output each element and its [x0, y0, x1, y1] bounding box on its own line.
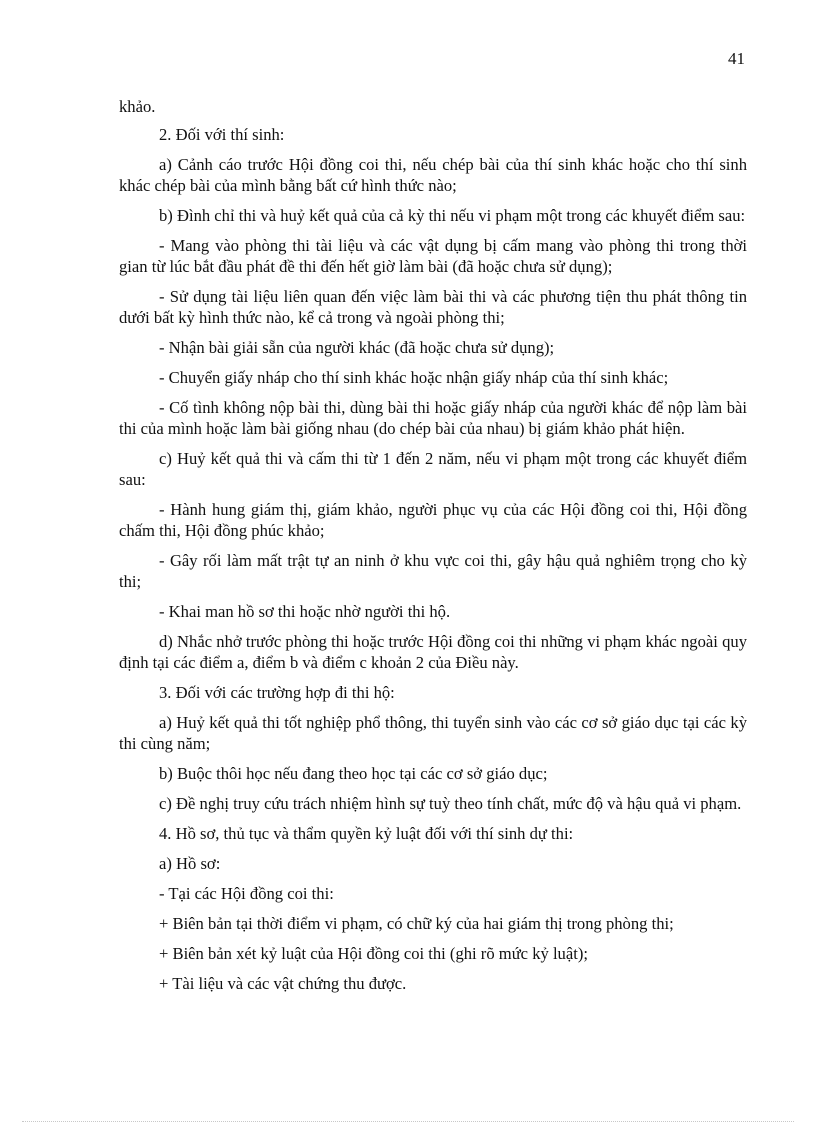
paragraph-continuation: khảo. — [119, 97, 156, 116]
list-item: - Cố tình không nộp bài thi, dùng bài thi hoặc giấy nháp của người khác để nộp làm bài thi của mình hoặc làm bài giống nhau (do chép bài của nhau) bị giám khảo phát hiện. — [119, 398, 747, 438]
paragraph-records-heading: a) Hồ sơ: — [159, 854, 221, 873]
list-item: - Tại các Hội đồng coi thi: — [159, 884, 334, 903]
list-item: - Sử dụng tài liệu liên quan đến việc làm bài thi và các phương tiện thu phát thông tin dưới bất kỳ hình thức nào, kể cả trong và ngoài phòng thi; — [119, 287, 747, 327]
paragraph-cancel-results: c) Huỷ kết quả thi và cấm thi từ 1 đến 2 năm, nếu vi phạm một trong các khuyết điểm sau: — [119, 449, 747, 489]
page-bottom-divider — [22, 1121, 794, 1122]
list-item: + Tài liệu và các vật chứng thu được. — [159, 974, 407, 993]
paragraph-item-b: b) Buộc thôi học nếu đang theo học tại các cơ sở giáo dục; — [159, 764, 548, 783]
document-body — [119, 96, 747, 1003]
paragraph-suspension: b) Đình chỉ thi và huỷ kết quả của cả kỳ thi nếu vi phạm một trong các khuyết điểm sau: — [159, 206, 746, 225]
paragraph-reminder: d) Nhắc nhở trước phòng thi hoặc trước Hội đồng coi thi những vi phạm khác ngoài quy định tại các điểm a, điểm b và điểm c khoản 2 của Điều này. — [119, 632, 747, 672]
section-heading-procedures: 4. Hồ sơ, thủ tục và thẩm quyền kỷ luật đối với thí sinh dự thi: — [159, 824, 574, 843]
list-item: + Biên bản tại thời điểm vi phạm, có chữ ký của hai giám thị trong phòng thi; — [159, 914, 674, 933]
paragraph-warning: a) Cảnh cáo trước Hội đồng coi thi, nếu chép bài của thí sinh khác hoặc cho thí sinh khác chép bài của mình bằng bất cứ hình thức nào; — [119, 155, 747, 195]
page-number: 41 — [728, 49, 745, 68]
list-item: - Chuyển giấy nháp cho thí sinh khác hoặc nhận giấy nháp của thí sinh khác; — [159, 368, 669, 387]
list-item: - Khai man hồ sơ thi hoặc nhờ người thi hộ. — [159, 602, 451, 621]
section-heading-proxy: 3. Đối với các trường hợp đi thi hộ: — [159, 683, 395, 702]
list-item: - Hành hung giám thị, giám khảo, người phục vụ của các Hội đồng coi thi, Hội đồng chấm thi, Hội đồng phúc khảo; — [119, 500, 747, 540]
paragraph-item-a: a) Huỷ kết quả thi tốt nghiệp phổ thông, thi tuyển sinh vào các cơ sở giáo dục tại các kỳ thi cùng năm; — [119, 713, 747, 753]
paragraph-item-c: c) Đề nghị truy cứu trách nhiệm hình sự tuỳ theo tính chất, mức độ và hậu quả vi phạm. — [159, 794, 742, 813]
section-heading-candidates: 2. Đối với thí sinh: — [159, 125, 285, 144]
list-item: - Mang vào phòng thi tài liệu và các vật dụng bị cấm mang vào phòng thi trong thời gian từ lúc bắt đầu phát đề thi đến hết giờ làm bài (đã hoặc chưa sử dụng); — [119, 236, 747, 276]
list-item: - Nhận bài giải sẵn của người khác (đã hoặc chưa sử dụng); — [159, 338, 555, 357]
list-item: + Biên bản xét kỷ luật của Hội đồng coi thi (ghi rõ mức kỷ luật); — [159, 944, 588, 963]
list-item: - Gây rối làm mất trật tự an ninh ở khu vực coi thi, gây hậu quả nghiêm trọng cho kỳ thi; — [119, 551, 747, 591]
